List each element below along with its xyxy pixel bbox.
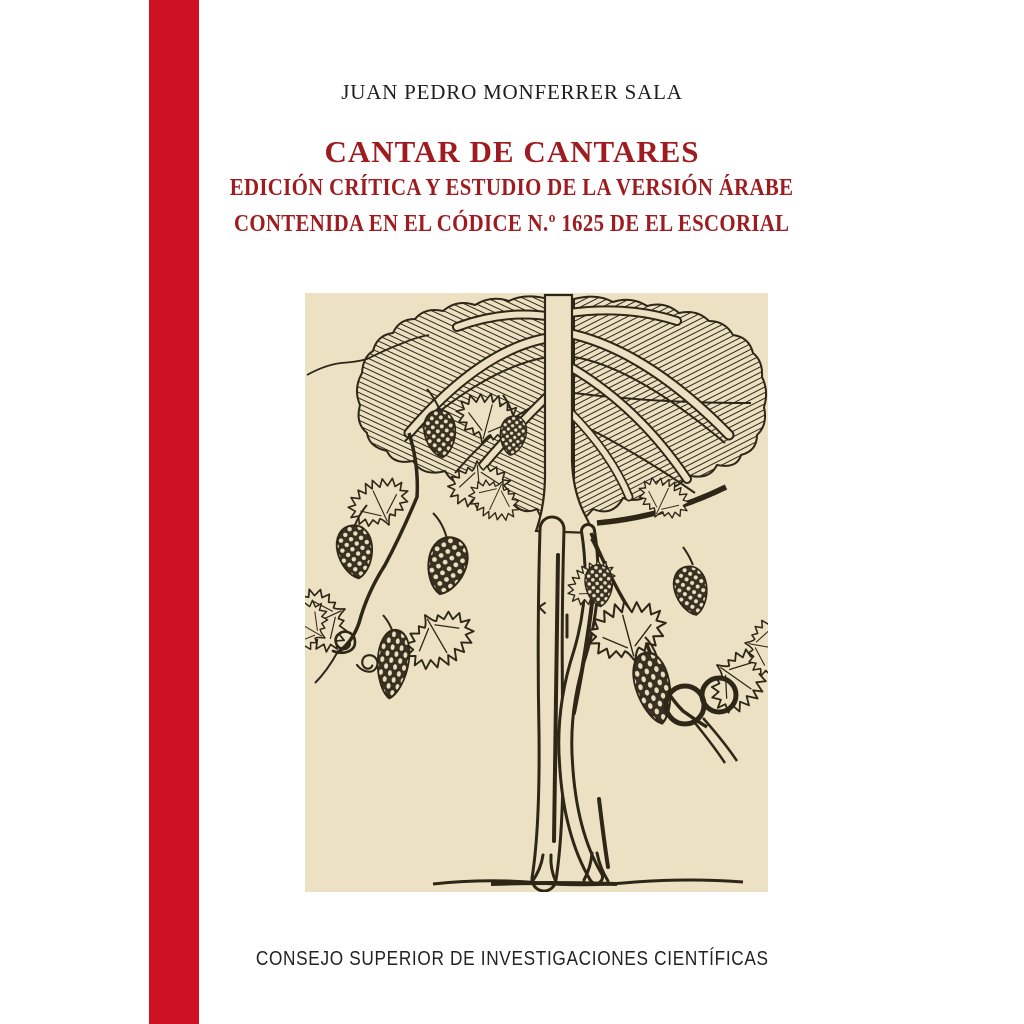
publisher-name: CONSEJO SUPERIOR DE INVESTIGACIONES CIENTÍFICAS: [255, 947, 769, 970]
grapevine-tree-illustration: [305, 293, 768, 892]
author-name: JUAN PEDRO MONFERRER SALA: [341, 80, 683, 104]
subtitle-line-1: EDICIÓN CRÍTICA Y ESTUDIO DE LA VERSIÓN ÁRABE: [230, 174, 794, 201]
subtitle-line-2: CONTENIDA EN EL CÓDICE N.º 1625 DE EL ESCORIAL: [234, 210, 790, 237]
grapevine-tree-woodcut-svg: [305, 293, 768, 892]
book-title: CANTAR DE CANTARES: [324, 134, 700, 169]
